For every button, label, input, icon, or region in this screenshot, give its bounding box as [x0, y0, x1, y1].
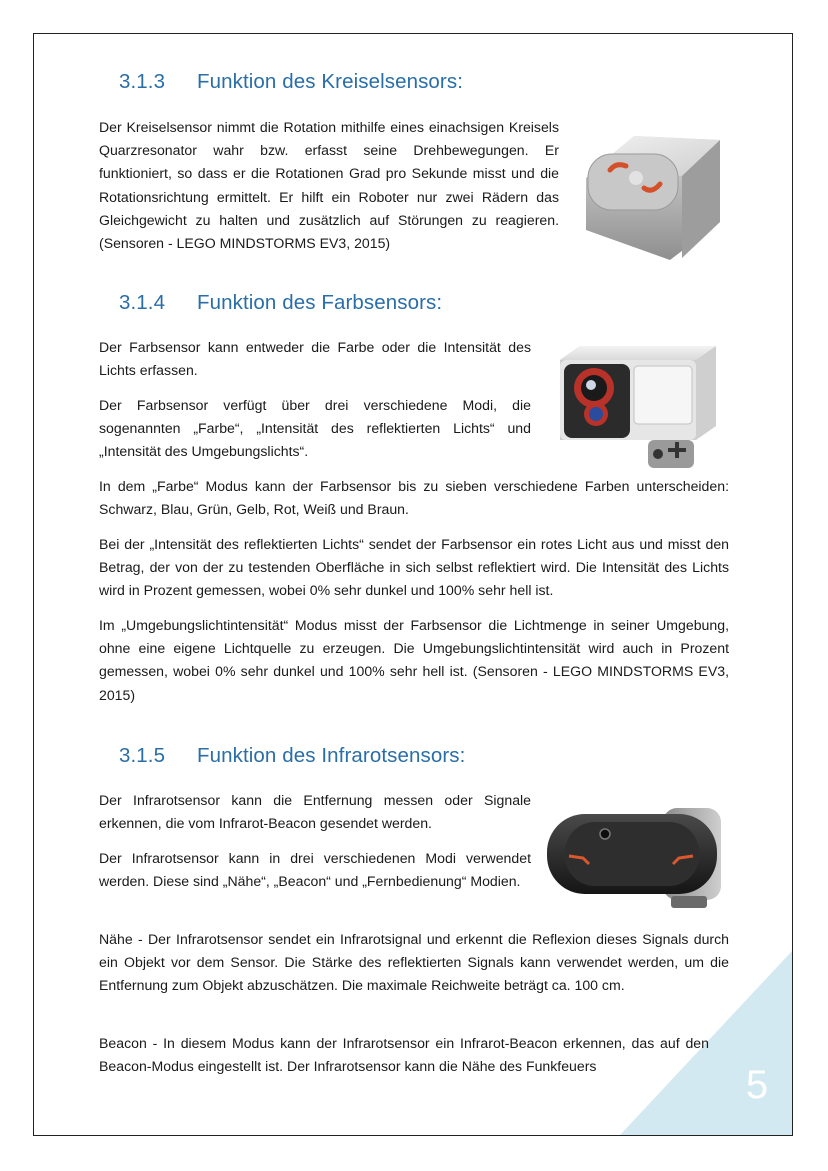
section-title: Funktion des Kreiselsensors:	[197, 70, 464, 93]
section-heading-3-1-4	[119, 291, 442, 315]
section-heading-3-1-3	[119, 70, 463, 94]
paragraph: Der Infrarotsensor kann die Entfernung messen oder Signale erkennen, die vom Infrarot-Beacon gesendet werden.	[99, 792, 531, 832]
section-title: Funktion des Farbsensors:	[197, 291, 443, 314]
gyro-sensor-image	[574, 118, 724, 264]
infrared-sensor-image	[543, 802, 725, 912]
color-sensor-image	[556, 342, 720, 472]
page-number: 5	[745, 1063, 769, 1107]
section-title: Funktion des Infrarotsensors:	[197, 744, 466, 767]
section-number: 3.1.3	[119, 70, 166, 93]
section-heading-3-1-5	[119, 744, 465, 768]
paragraph: Nähe - Der Infrarotsensor sendet ein Infrarotsignal und erkennt die Reflexion dieses Signals durch ein Objekt vor dem Sensor. Die Stärke des reflektierten Signals kann verwendet werden, um die Entfernung zum Objekt abzuschätzen. Die maximale Reichweite beträgt ca. 100 cm.	[99, 931, 729, 994]
paragraph: Der Kreiselsensor nimmt die Rotation mithilfe eines einachsigen Kreisels Quarzresonator wahr bzw. erfasst seine Drehbewegungen. Er funktioniert, so dass er die Rotationen Grad pro Sekunde misst und die Rotationsrichtung ermittelt. Er hilft ein Roboter nur zwei Rädern das Gleichgewicht zu halten und zusätzlich auf Störungen zu reagieren. (Sensoren - LEGO MINDSTORMS EV3, 2015)	[99, 119, 559, 252]
paragraph: Der Farbsensor verfügt über drei verschiedene Modi, die sogenannten „Farbe“, „Intensität des reflektierten Lichts“ und „Intensität des Umgebungslichts“.	[99, 397, 531, 460]
paragraph: Der Farbsensor kann entweder die Farbe oder die Intensität des Lichts erfassen.	[99, 339, 531, 379]
paragraph: Im „Umgebungslichtintensität“ Modus misst der Farbsensor die Lichtmenge in seiner Umgebung, ohne eine eigene Lichtquelle zu erzeugen. Die Umgebungslichtintensität wird auch in Prozent gemessen, wobei 0% sehr dunkel und 100% sehr hell ist. (Sensoren - LEGO MINDSTORMS EV3, 2015)	[99, 617, 729, 703]
paragraph: In dem „Farbe“ Modus kann der Farbsensor bis zu sieben verschiedene Farben unterscheiden: Schwarz, Blau, Grün, Gelb, Rot, Weiß und Braun.	[99, 478, 729, 518]
paragraph: Beacon - In diesem Modus kann der Infrarotsensor ein Infrarot-Beacon erkennen, das auf den Beacon-Modus eingestellt ist. Der Infrarotsensor kann die Nähe des Funkfeuers	[99, 1035, 709, 1075]
section-number: 3.1.4	[119, 291, 166, 314]
paragraph: Bei der „Intensität des reflektierten Lichts“ sendet der Farbsensor ein rotes Licht aus und misst den Betrag, der von der zu testenden Oberfläche in sich selbst reflektiert wird. Die Intensität des Lichts wird in Prozent gemessen, wobei 0% sehr dunkel und 100% sehr hell ist.	[99, 536, 729, 599]
section-number: 3.1.5	[119, 744, 166, 767]
paragraph: Der Infrarotsensor kann in drei verschiedenen Modi verwendet werden. Diese sind „Nähe“, „Beacon“ und „Fernbedienung“ Modien.	[99, 850, 531, 890]
